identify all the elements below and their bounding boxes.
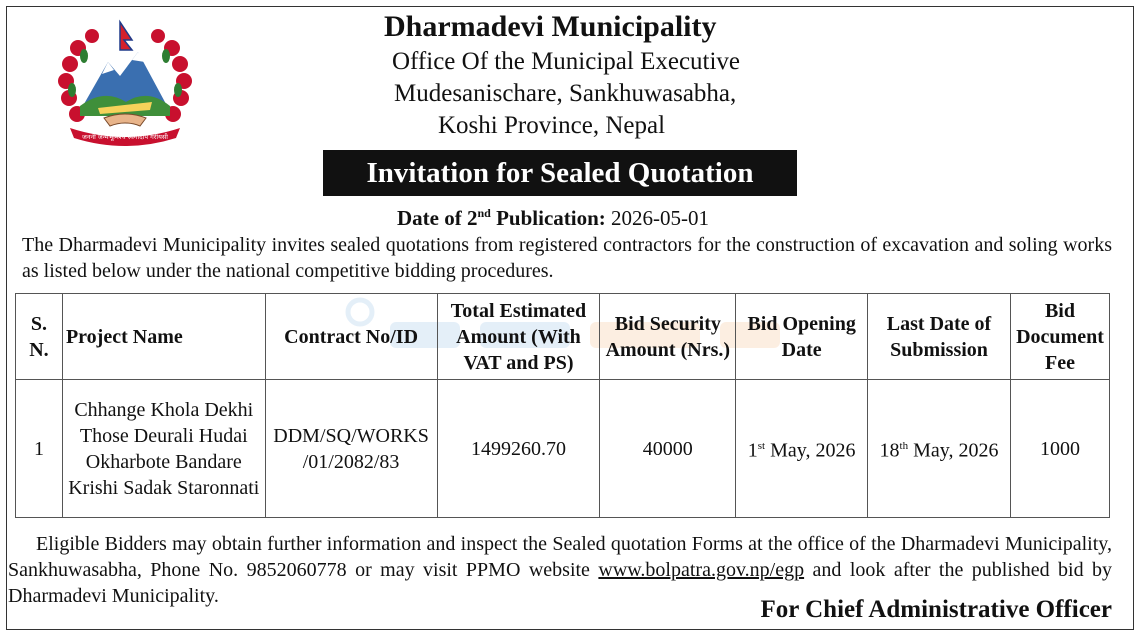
header-project: Project Name: [62, 294, 265, 380]
province-line: Koshi Province, Nepal: [438, 112, 666, 139]
header-amount: Total Estimated Amount (With VAT and PS): [437, 294, 600, 380]
cell-fee: 1000: [1010, 380, 1109, 518]
table-header-row: [16, 294, 1110, 380]
cell-contract: DDM/SQ/WORKS /01/2082/83: [265, 380, 437, 518]
publication-date: [397, 206, 709, 231]
tender-table: [15, 293, 1110, 518]
cell-opening-date: 1st May, 2026: [736, 380, 868, 518]
header-sn: S. N.: [16, 294, 63, 380]
cell-project: Chhange Khola Dekhi Those Deurali Hudai Okharbote Bandare Krishi Sadak Staronnati: [62, 380, 265, 518]
table-row: [16, 380, 1110, 518]
nepal-emblem-logo: [48, 18, 202, 150]
header-opening: Bid Opening Date: [736, 294, 868, 380]
municipality-name: Dharmadevi Municipality: [384, 10, 717, 43]
header-contract: Contract No/ID: [265, 294, 437, 380]
footer-paragraph: Eligible Bidders may obtain further information and inspect the Sealed quotation Forms at the office of the Dharmadevi Municipality, Sankhuwasabha, Phone No. 9852060778 or may visit PPMO website www.bolpatra.gov.np/egp and look after the published bid by Dharmadevi Municipality.: [8, 533, 1113, 607]
emblem-motto: जननी जन्मभूमिश्च स्वर्गादपि गरीयसी: [82, 133, 168, 141]
notice-title: Invitation for Sealed Quotation: [323, 150, 797, 196]
signoff: For Chief Administrative Officer: [760, 596, 1112, 623]
header-fee: Bid Document Fee: [1010, 294, 1109, 380]
ppmo-website-link[interactable]: www.bolpatra.gov.np/egp: [598, 559, 805, 581]
publication-date-value: 2026-05-01: [605, 206, 710, 230]
cell-security: 40000: [600, 380, 736, 518]
address-line: Mudesanischare, Sankhuwasabha,: [394, 80, 737, 107]
cell-amount: 1499260.70: [437, 380, 600, 518]
intro-paragraph: The Dharmadevi Municipality invites sealed quotations from registered contractors for the construction of excavation and soling works as listed below under the national competitive bidding procedures.: [22, 234, 1112, 282]
cell-submission-date: 18th May, 2026: [868, 380, 1011, 518]
header-security: Bid Security Amount (Nrs.): [600, 294, 736, 380]
cell-sn: 1: [16, 380, 63, 518]
publication-label: Date of 2nd Publication:: [397, 206, 606, 230]
office-name: Office Of the Municipal Executive: [392, 48, 741, 75]
header-submission: Last Date of Submission: [868, 294, 1011, 380]
